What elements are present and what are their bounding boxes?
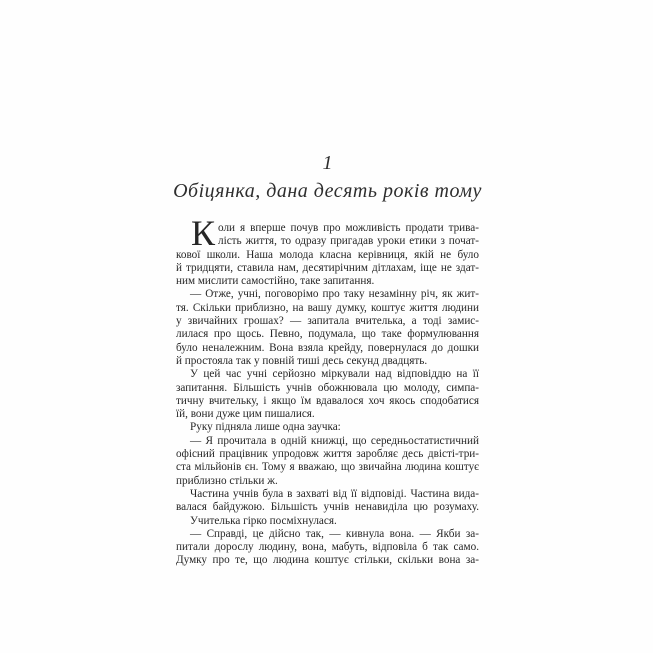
text-line: й простояла так у повній тиші десь секунд двадцять. [176, 354, 428, 367]
text-line: — Я прочитала в одній книжці, що середньостатистичний [190, 434, 479, 447]
text-line: тичну вчительку, і якщо їм вдавалося хоч якось сподобатися [176, 394, 479, 407]
text-line: — Отже, учні, поговорімо про таку незамінну річ, як жит- [190, 288, 479, 301]
paragraph [176, 515, 479, 528]
text-line: Учителька гірко посміхнулася. [190, 514, 337, 527]
text-line: запитання. Більшість учнів обожнювала цю молоду, симпа- [176, 381, 479, 394]
chapter-number: 1 [322, 152, 333, 174]
text-line: ним мислити самостійно, таке запитання. [176, 275, 375, 288]
text-line: у звичайних грошах? — запитала вчителька, а тоді замис- [176, 315, 479, 328]
text-line: оли я вперше почув про можливість продати трива- [218, 222, 479, 234]
text-line: тя. Скільки приблизно, на вашу думку, коштує життя людини [176, 301, 479, 314]
text-line: приблизно стільки ж. [176, 474, 278, 487]
text-line: офісний працівник упродовж життя заробляє десь двісті-три- [176, 448, 479, 461]
text-line: лість життя, то одразу пригадав уроки етики з почат- [218, 235, 479, 248]
text-line: було неналежним. Вона взяла крейду, повернулася до дошки [176, 341, 479, 354]
text-line: їй, вони дуже цим пишалися. [176, 408, 315, 421]
text-line: лилася про щось. Певно, подумала, що таке формулювання [176, 328, 479, 341]
drop-cap: К [191, 213, 216, 253]
body-text [176, 213, 479, 568]
chapter-title: Обіцянка, дана десять років тому [173, 180, 482, 202]
paragraph [176, 213, 479, 288]
text-line: Думку про те, що людина коштує стільки, скільки вона за- [176, 554, 479, 567]
text-line: питали дорослу людину, вона, мабуть, відповіла б так само. [176, 541, 479, 554]
paragraph [176, 528, 479, 568]
paragraph [176, 435, 479, 488]
text-line: й тридцяти, ставила нам, десятирічним дітлахам, іще не здат- [176, 261, 479, 274]
paragraph [176, 488, 479, 515]
text-line: кової школи. Наша молода класна керівниця, якій не було [176, 248, 479, 261]
paragraph [176, 421, 479, 434]
text-line: валася байдужою. Більшість учнів ненавиділа цю розумаху. [176, 501, 479, 514]
paragraph [176, 368, 479, 421]
paragraph [176, 288, 479, 368]
text-line: — Справді, це дійсно так, — кивнула вона. — Якби за- [190, 527, 479, 540]
text-line: Частина учнів була в захваті від її відповіді. Частина вида- [190, 487, 479, 500]
text-line: Руку підняла лише одна заучка: [190, 421, 341, 434]
text-line: ста мільйонів єн. Тому я вважаю, що звичайна людина коштує [176, 461, 479, 474]
text-line: У цей час учні серйозно міркували над відповіддю на її [190, 368, 479, 381]
